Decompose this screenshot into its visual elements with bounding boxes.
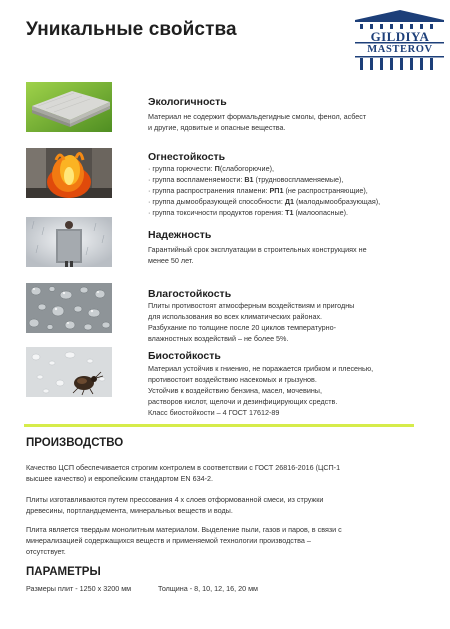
production-title: ПРОИЗВОДСТВО: [26, 437, 124, 449]
property-title: Огнестойкость: [148, 151, 226, 163]
property-text: Гарантийный срок эксплуатации в строительных конструкциях не менее 50 лет.: [148, 245, 367, 265]
list-item: · группа токсичности продуктов горения: Т1 (малоопасные).: [148, 208, 349, 217]
parameters-title: ПАРАМЕТРЫ: [26, 566, 101, 578]
production-paragraph: Плита является твердым монолитным материалом. Выделение пыли, газов и паров, в связи с минерализацией содержащихся веществ и применяемой технологии производства – отсутствует.: [26, 525, 342, 556]
property-title: Биостойкость: [148, 350, 221, 362]
property-title: Надежность: [148, 229, 212, 241]
property-title: Экологичность: [148, 96, 227, 108]
production-paragraph: Плиты изготавливаются путем прессования 4 х слоев отформованной смеси, из стружки древесины, портландцемента, минеральных веществ и воды.: [26, 495, 324, 515]
fire-photo-icon: [26, 148, 112, 198]
plate-thickness-text: Толщина - 8, 10, 12, 16, 20 мм: [158, 584, 258, 593]
list-item: · группа распространения пламени: РП1 (не распространяющие),: [148, 186, 368, 195]
property-title: Влагостойкость: [148, 288, 232, 300]
production-paragraph: Качество ЦСП обеспечивается строгим контролем в соответствии с ГОСТ 26816-2016 (ЦСП-1 высшее качество) и европейским стандартом EN 634-2.: [26, 463, 341, 483]
list-item: · группа воспламеняемости: В1 (трудновоспламеняемые),: [148, 175, 344, 184]
person-with-board-in-rain-photo-icon: [26, 217, 112, 267]
plate-size-text: Размеры плит - 1250 х 3200 мм: [26, 584, 132, 593]
parameters-row: [26, 584, 258, 593]
logo-text-line1: GILDIYA: [370, 29, 430, 44]
beetle-on-board-photo-icon: [26, 347, 112, 397]
list-item: · группа горючести: П(слабогорючие),: [148, 164, 274, 173]
list-item: · группа дымообразующей способности: Д1 (малодымообразующая),: [148, 197, 381, 206]
cement-board-stack-photo-icon: [26, 82, 112, 132]
accent-divider: [24, 424, 414, 427]
property-text: Материал устойчив к гниению, не поражается грибком и плесенью, противостоит воздействию насекомых и грызунов. Устойчив к воздействию бензина, масел, мочевины, растворов кислот, щелочи и дезинфицирующих средств. Класс биостойкости – 4 ГОСТ 17612-89: [148, 364, 374, 417]
property-text: Плиты противостоят атмосферным воздействиям и пригодны для использования во всех климатических районах. Разбухание по толщине после 20 циклов температурно- влажностных воздействий – не более 5%.: [148, 301, 355, 343]
logo-text-line2: MASTEROV: [367, 44, 433, 55]
company-logo[interactable]: [346, 8, 444, 72]
page-title: Уникальные свойства: [26, 19, 237, 40]
property-text: Материал не содержит формальдегидные смолы, фенол, асбест и другие, ядовитые и опасные вещества.: [148, 112, 367, 132]
fire-groups-list: [148, 163, 380, 218]
water-drops-photo-icon: [26, 283, 112, 333]
